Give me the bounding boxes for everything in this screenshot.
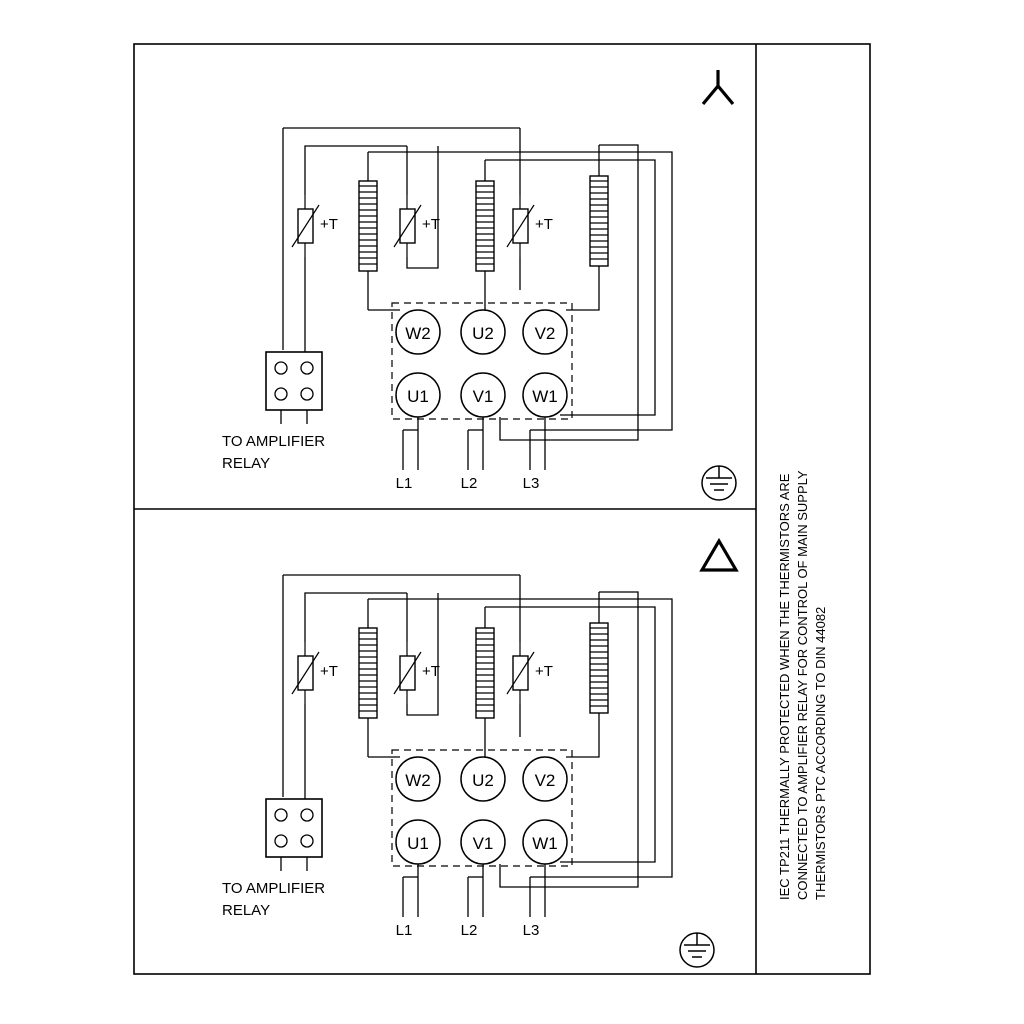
motor-coil-1 <box>359 628 377 718</box>
terminal-v1 <box>461 373 505 417</box>
thermistor-3 <box>507 195 534 257</box>
panel-delta <box>222 541 736 967</box>
terminal-w2 <box>396 757 440 801</box>
panel-star <box>222 70 736 500</box>
terminal-v2 <box>523 310 567 354</box>
terminal-u1-label: U1 <box>407 834 429 853</box>
side-note <box>777 470 828 900</box>
supply-label-l3: L3 <box>522 475 540 492</box>
motor-coil-1 <box>359 181 377 271</box>
motor-coil-2 <box>476 181 494 271</box>
thermistor-1 <box>292 195 319 257</box>
motor-coil-3 <box>590 623 608 713</box>
terminal-w2 <box>396 310 440 354</box>
thermistor-1 <box>292 642 319 704</box>
terminal-w1 <box>523 373 567 417</box>
side-note-line1: IEC TP211 THERMALLY PROTECTED WHEN THE THERMISTORS ARE <box>777 473 792 900</box>
terminal-v1-label: V1 <box>472 834 494 853</box>
terminal-w1 <box>523 820 567 864</box>
wye-symbol <box>703 70 733 104</box>
supply-label-l2: L2 <box>460 922 478 939</box>
thermistor-label-3: +T <box>535 663 553 680</box>
amplifier-note-line1: TO AMPLIFIER <box>222 433 326 450</box>
thermistor-label-3: +T <box>535 216 553 233</box>
thermistor-label-2: +T <box>422 216 440 233</box>
terminal-w2-label: W2 <box>405 771 431 790</box>
side-note-line2: CONNECTED TO AMPLIFIER RELAY FOR CONTROL OF MAIN SUPPLY <box>795 470 810 900</box>
supply-label-l2: L2 <box>460 475 478 492</box>
supply-label-l1: L1 <box>395 475 413 492</box>
terminal-u1 <box>396 373 440 417</box>
terminal-u2 <box>461 757 505 801</box>
delta-symbol <box>702 541 736 570</box>
terminal-v2-label: V2 <box>534 324 556 343</box>
terminal-v1 <box>461 820 505 864</box>
earth-ground-icon <box>702 466 736 500</box>
terminal-w2-label: W2 <box>405 324 431 343</box>
terminal-v2 <box>523 757 567 801</box>
thermistor-label-1: +T <box>320 216 338 233</box>
motor-coil-2 <box>476 628 494 718</box>
supply-label-l1: L1 <box>395 922 413 939</box>
thermistor-3 <box>507 642 534 704</box>
thermistor-label-1: +T <box>320 663 338 680</box>
terminal-u2-label: U2 <box>472 324 494 343</box>
supply-label-l3: L3 <box>522 922 540 939</box>
terminal-w1-label: W1 <box>532 834 558 853</box>
terminal-u1-label: U1 <box>407 387 429 406</box>
motor-coil-3 <box>590 176 608 266</box>
amplifier-terminal-block <box>266 799 322 871</box>
amplifier-note-line2: RELAY <box>222 455 271 472</box>
thermistor-2 <box>394 642 421 704</box>
terminal-w1-label: W1 <box>532 387 558 406</box>
amplifier-terminal-block <box>266 352 322 424</box>
terminal-u1 <box>396 820 440 864</box>
thermistor-2 <box>394 195 421 257</box>
thermistor-label-2: +T <box>422 663 440 680</box>
terminal-u2 <box>461 310 505 354</box>
side-note-line3: THERMISTORS PTC ACCORDING TO DIN 44082 <box>813 606 828 900</box>
amplifier-note-line1: TO AMPLIFIER <box>222 880 326 897</box>
terminal-u2-label: U2 <box>472 771 494 790</box>
earth-ground-icon <box>680 933 714 967</box>
amplifier-note-line2: RELAY <box>222 902 271 919</box>
terminal-v2-label: V2 <box>534 771 556 790</box>
terminal-v1-label: V1 <box>472 387 494 406</box>
